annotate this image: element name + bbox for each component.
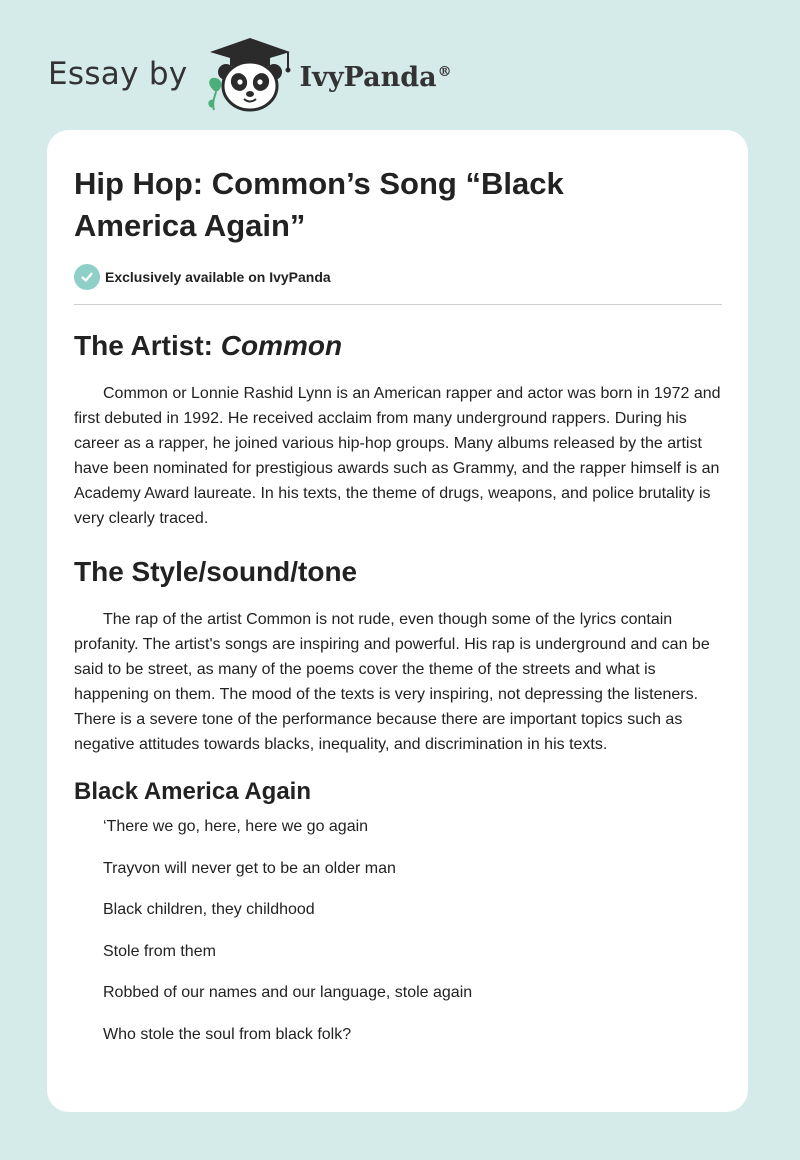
lyric-line: Robbed of our names and our language, stole again: [103, 984, 473, 1001]
section-heading-song: Black America Again: [74, 778, 311, 805]
brand-header: [48, 36, 452, 112]
lyric-line: Who stole the soul from black folk?: [103, 1025, 352, 1043]
exclusive-badge: [74, 264, 722, 290]
lyric-line: Trayvon will never get to be an older man: [103, 859, 396, 877]
registered-mark: ®: [437, 63, 452, 80]
brand-name: [300, 62, 452, 93]
essay-title: Hip Hop: Common’s Song “Black America Again”: [74, 166, 564, 243]
section-heading-emphasis: Common: [220, 330, 343, 361]
section-heading-prefix: The Artist:: [74, 330, 221, 361]
check-mark-icon: [80, 270, 94, 284]
panda-graduate-icon: [204, 36, 296, 112]
brand-prefix: Essay by: [48, 56, 188, 92]
section-heading-style: The Style/sound/tone: [74, 556, 358, 587]
lyric-line: Stole from them: [103, 942, 216, 960]
section-heading-artist: [74, 327, 722, 365]
style-paragraph: The rap of the artist Common is not rude, even though some of the lyrics contain profanity. The artist's songs are inspiring and powerful. His rap is underground and can be said to be street, as many of the poems cover the theme of the streets and what is happening on them. The mood of the texts is very inspiring, not depressing the listeners. There is a severe tone of the performance because there are important topics such as negative attitudes towards blacks, inequality, and discrimination in his texts.: [74, 611, 710, 753]
lyric-line: Black children, they childhood: [103, 901, 315, 918]
brand-name-text: IvyPanda: [299, 61, 437, 93]
artist-paragraph: Common or Lonnie Rashid Lynn is an American rapper and actor was born in 1972 and first debuted in 1992. He received acclaim from many underground rappers. During his career as a rapper, he joined various hip-hop groups. Many albums released by the artist have been nominated for prestigious awards such as Grammy, and the rapper himself is an Academy Award laureate. In his texts, the theme of drugs, weapons, and police brutality is very clearly traced.: [74, 385, 721, 527]
exclusive-label: Exclusively available on IvyPanda: [105, 269, 331, 285]
lyrics-list: [74, 816, 722, 1046]
essay-card: [47, 130, 748, 1112]
title-divider: [74, 304, 722, 305]
check-icon: [74, 264, 100, 290]
lyric-line: ‘There we go, here, here we go again: [103, 818, 369, 835]
